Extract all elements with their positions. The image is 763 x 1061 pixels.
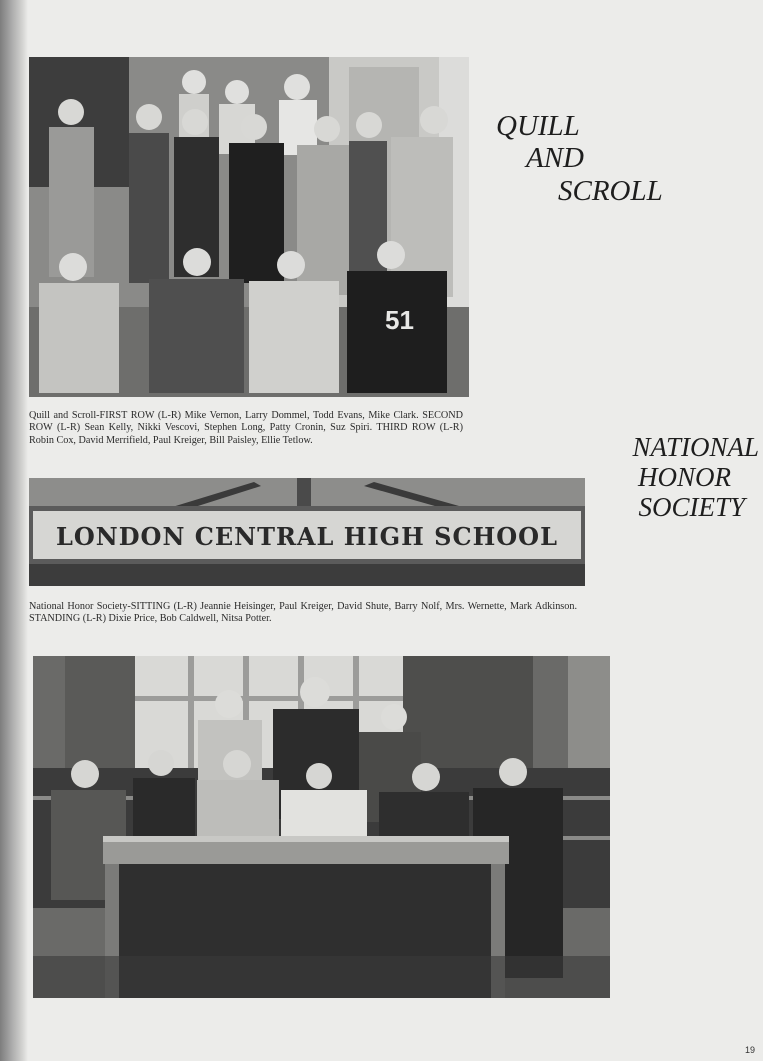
heading-line: NATIONAL (632, 432, 759, 462)
quill-and-scroll-caption: Quill and Scroll-FIRST ROW (L-R) Mike Vernon, Larry Dommel, Todd Evans, Mike Clark. SECOND ROW (L-R) Sean Kelly, Nikki Vescovi, Stephen Long, Patty Cronin, Suz Spiri. THIRD ROW (L-R) Robin Cox, David Merrifield, Paul Kreiger, Bill Paisley, Ellie Tetlow. (29, 410, 463, 446)
national-honor-society-caption: National Honor Society-SITTING (L-R) Jeannie Heisinger, Paul Kreiger, David Shute, Barry Nolf, Mrs. Wernette, Mark Adkinson. STANDING (L-R) Dixie Price, Bob Caldwell, Nitsa Potter. (29, 601, 577, 625)
quill-and-scroll-group-photo (29, 57, 469, 397)
school-sign-text: LONDON CENTRAL HIGH SCHOOL (56, 522, 558, 551)
heading-line: HONOR (638, 462, 731, 493)
school-sign-photo (29, 478, 585, 586)
page-number: 19 (744, 1045, 755, 1055)
heading-line: QUILL (496, 110, 580, 142)
jersey-number: 51 (385, 305, 414, 335)
national-honor-society-group-photo (33, 656, 610, 998)
national-honor-society-heading (584, 432, 759, 523)
page-binding-shadow (0, 0, 28, 1061)
heading-line: AND (526, 142, 584, 175)
heading-line: SOCIETY (638, 492, 745, 523)
quill-and-scroll-heading (496, 110, 663, 207)
heading-line: SCROLL (558, 174, 663, 207)
